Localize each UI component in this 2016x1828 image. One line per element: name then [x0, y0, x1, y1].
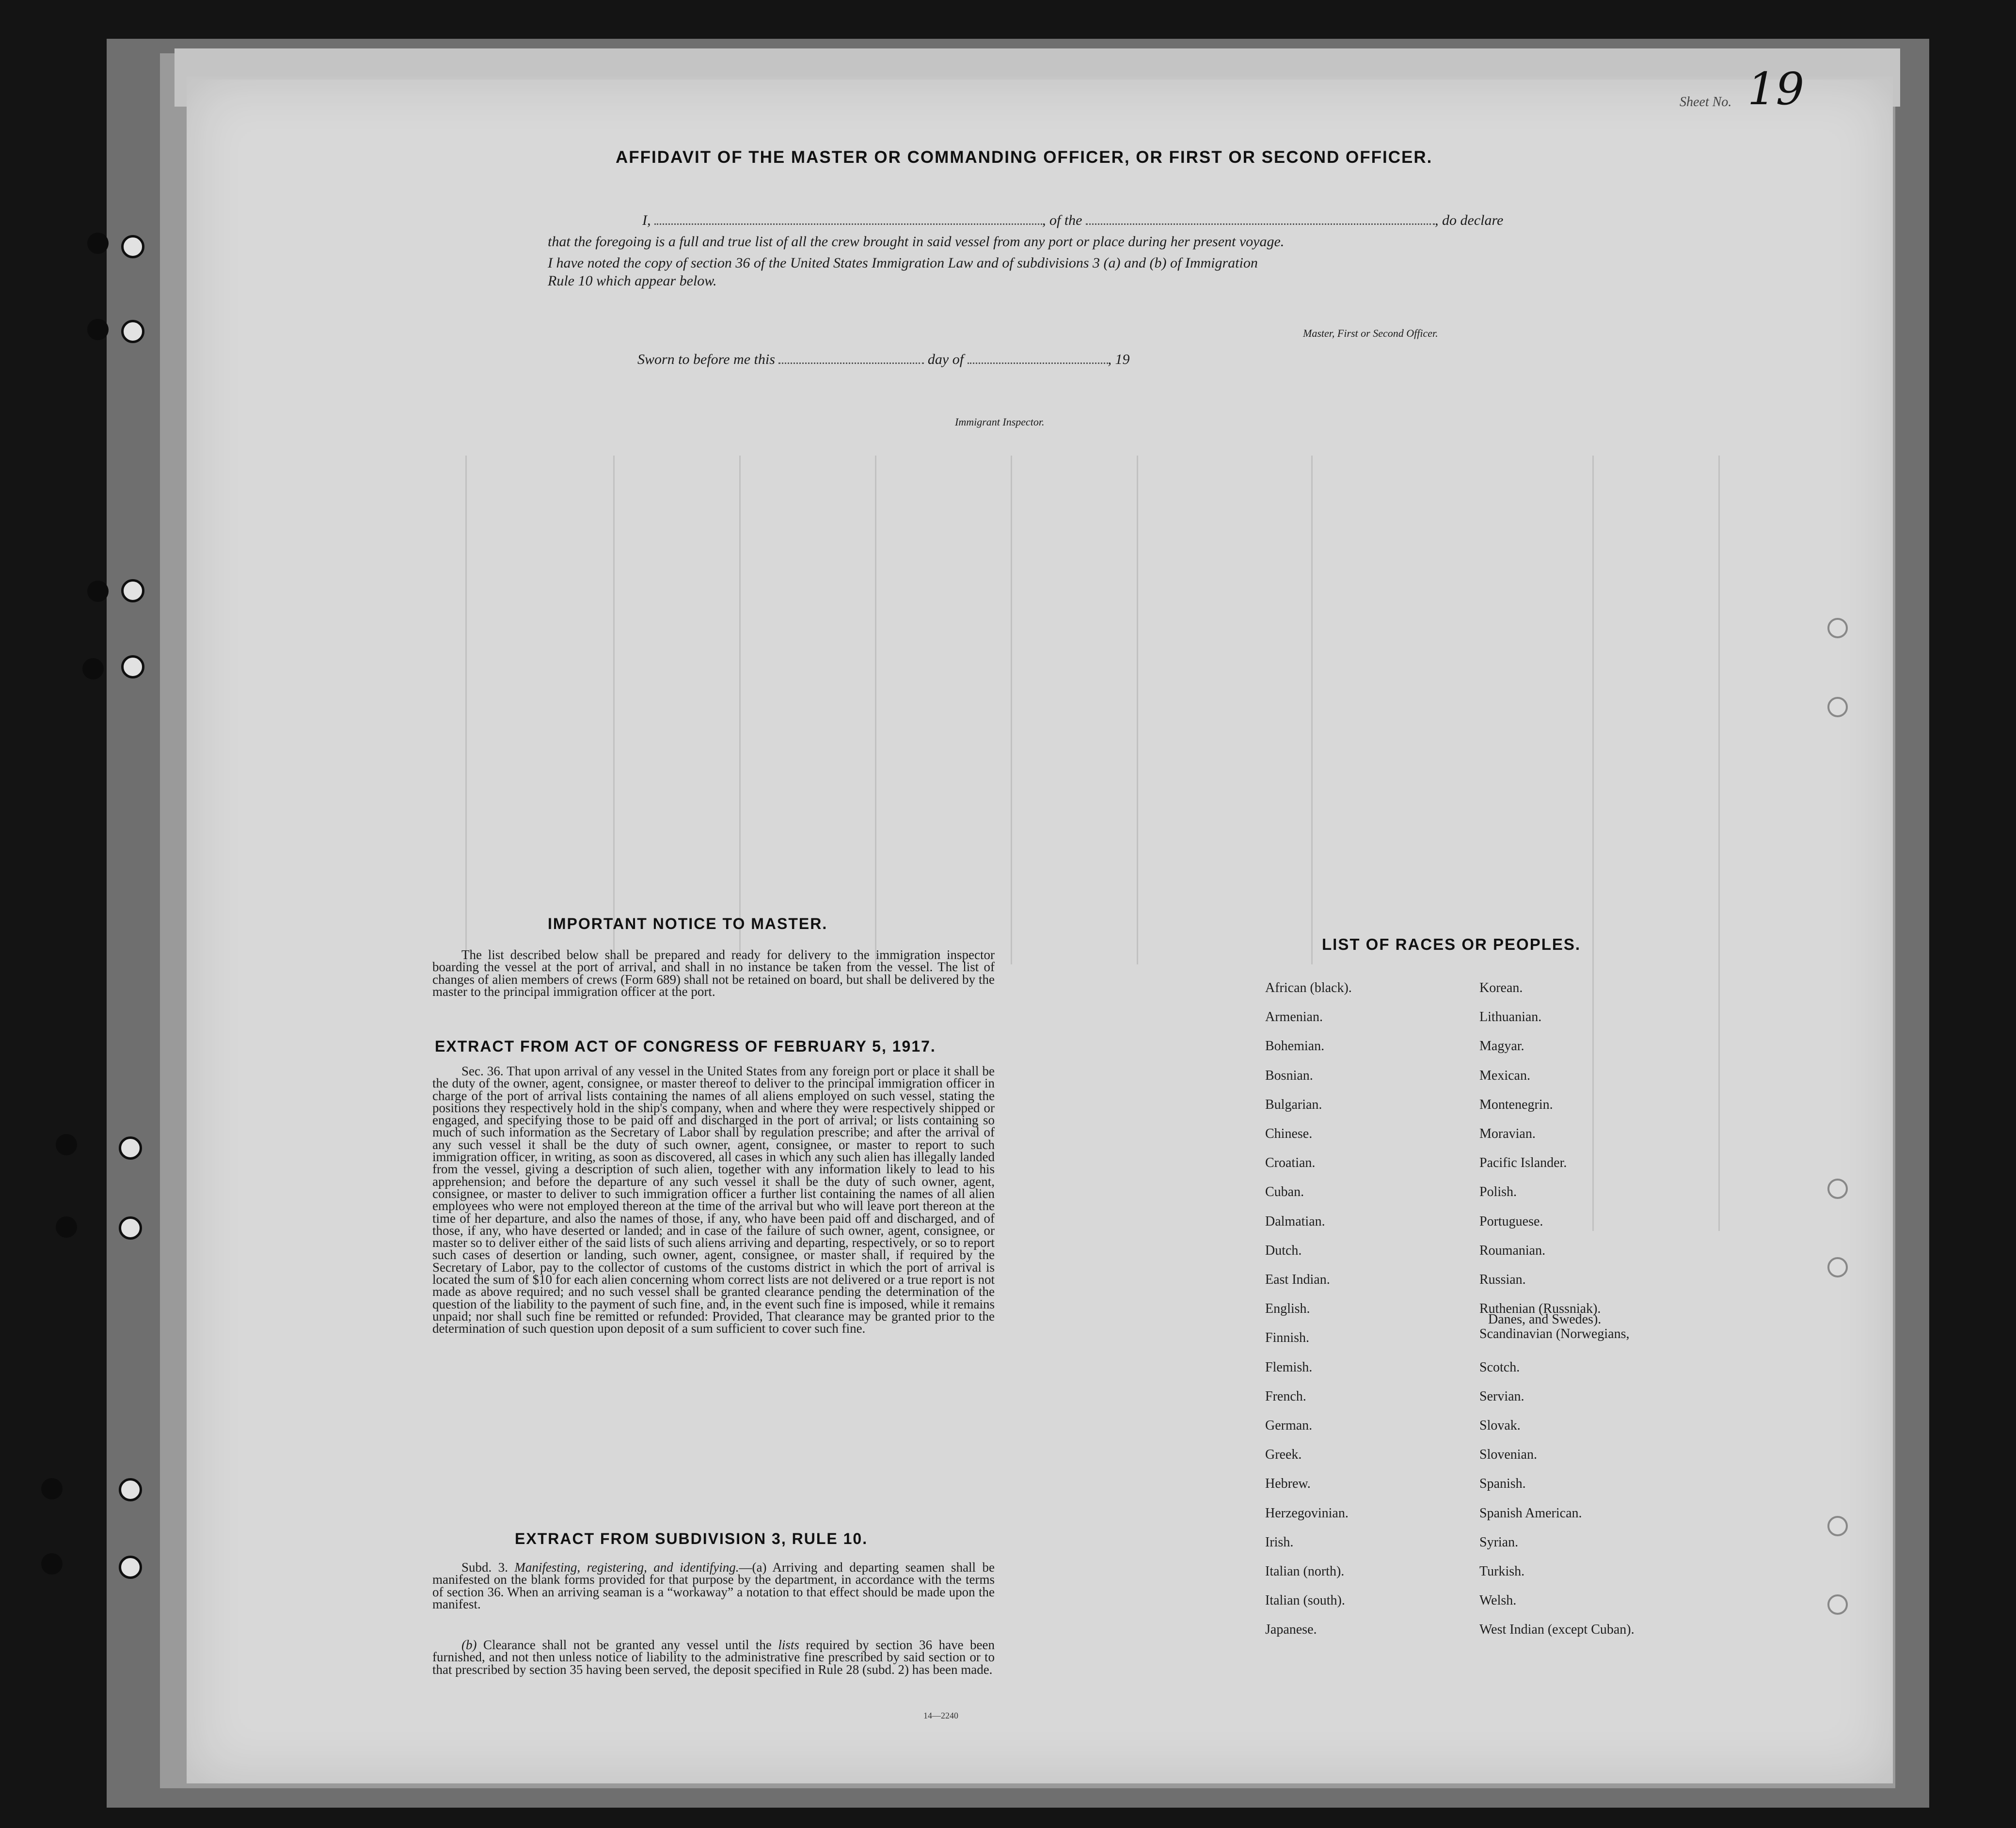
race-item: Dalmatian.: [1265, 1214, 1325, 1229]
race-item: Dutch.: [1265, 1243, 1302, 1258]
subd-lead: Subd. 3.: [461, 1560, 508, 1575]
act-extract-body: Sec. 36. That upon arrival of any vessel in the United States from any foreign port or place it shall be the duty of the owner, agent, consignee, or master thereof to deliver to the principal immigration officer in charge of the port of arrival lists containing the names of all aliens employed on such vessel, stating the positions they respectively hold in the ship's company, when and where they were respectively shipped or engaged, and specifying those to be paid off and discharged in the port of arrival; or lists containing so much of such information as the Secretary of Labor shall by regulation prescribe; and after the arrival of any such vessel it shall be the duty of such owner, agent, consignee, or master to report to such immigration officer, in writing, as soon as discovered, all cases in which any such alien has illegally landed from the vessel, giving a description of such alien, together with any information likely to lead to his apprehension; and before the departure of any such vessel it shall be the duty of such owner, agent, consignee, or master to deliver to such immigration officer a further list containing the names of all alien employees who were not employed thereon at the time of the arrival but who will leave port thereon at the time of her departure, and also the names of those, if any, who have been paid off and discharged, and of those, if any, who have deserted or landed; and in case of the failure of such owner, agent, consignee, or master so to deliver either of the said lists of such aliens arriving and departing, respectively, or so to report such cases of desertion or landing, such owner, agent, consignee, or master shall, if required by the Secretary of Labor, pay to the collector of customs of the customs district in which the port of arrival is located the sum of $10 for each alien concerning whom correct lists are not delivered or a true report is not made as above required; and no such vessel shall be granted clearance pending the determination of the question of the liability to the payment of such fine, and, in the event such fine is imposed, while it remains unpaid; nor shall such fine be remitted or refunded: Provided, That clearance may be granted prior to the determination of such question upon deposit of a sum sufficient to cover such fine.: [432, 1064, 995, 1336]
race-item: Bohemian.: [1265, 1039, 1325, 1054]
race-item: Servian.: [1479, 1389, 1524, 1404]
subd-para-a: —(a) Arriving and departing seamen shall be manifested on the blank forms provided for that purpose by the department, in accordance with the terms of section 36. When an arriving seaman is a “workaway” a notation to that effect should be made upon the manifest.: [432, 1560, 995, 1611]
race-item: Greek.: [1265, 1447, 1302, 1462]
race-item: Cuban.: [1265, 1184, 1304, 1199]
affidavit-i: I,: [642, 212, 651, 228]
race-item: Armenian.: [1265, 1009, 1323, 1024]
bleed-through-line: [875, 456, 876, 964]
race-item: Roumanian.: [1479, 1243, 1546, 1258]
para-b-lead: (b): [461, 1638, 477, 1652]
race-item: Italian (north).: [1265, 1564, 1345, 1579]
race-item: Welsh.: [1479, 1593, 1517, 1608]
year-text: , 19: [1108, 351, 1130, 367]
race-item: French.: [1265, 1389, 1306, 1404]
notice-title: IMPORTANT NOTICE TO MASTER.: [548, 915, 828, 932]
binder-hole-ring: [119, 1556, 142, 1579]
bleed-through-line: [613, 456, 615, 964]
race-item: Slovenian.: [1479, 1447, 1537, 1462]
month-blank[interactable]: [968, 362, 1108, 364]
day-of-text: day of: [927, 351, 964, 367]
sworn-line: [637, 351, 1130, 368]
affidavit-line-2: that the foregoing is a full and true list of all the crew brought in said vessel from any port or place during her present voyage.: [548, 234, 1285, 250]
signature-caption: Master, First or Second Officer.: [1303, 327, 1438, 339]
race-item: Herzegovinian.: [1265, 1506, 1349, 1521]
binder-hole-ring: [121, 579, 144, 602]
race-item: Bulgarian.: [1265, 1097, 1322, 1112]
rule-extract-title: EXTRACT FROM SUBDIVISION 3, RULE 10.: [515, 1530, 868, 1547]
race-item: Russian.: [1479, 1272, 1526, 1287]
race-item: Moravian.: [1479, 1126, 1536, 1141]
inspector-caption: Immigrant Inspector.: [955, 416, 1045, 428]
punch-mark: [1827, 697, 1848, 717]
punch-mark: [1827, 1594, 1848, 1615]
race-item: Scandinavian (Norwegians,: [1479, 1326, 1630, 1341]
binder-hole-ring: [119, 1478, 142, 1501]
race-item: Japanese.: [1265, 1622, 1317, 1637]
binder-hole: [56, 1134, 77, 1155]
binder-hole: [82, 658, 104, 679]
sheet-number-value: 19: [1747, 63, 1805, 115]
race-item: Croatian.: [1265, 1155, 1316, 1170]
punch-mark: [1827, 1516, 1848, 1536]
rule-extract-para-b: [432, 1639, 995, 1676]
binder-hole: [41, 1553, 63, 1575]
binder-hole: [56, 1216, 77, 1238]
binder-hole: [87, 319, 109, 340]
race-item: Hebrew.: [1265, 1476, 1311, 1491]
affidavit-line-1: [642, 212, 1503, 229]
subd-heading: Manifesting, registering, and identifying.: [514, 1560, 739, 1575]
name-blank[interactable]: [654, 223, 1042, 225]
race-item: Spanish.: [1479, 1476, 1526, 1491]
rule-extract-para-a: [432, 1561, 995, 1610]
sheet-top-edge: [187, 77, 1893, 79]
race-item: Scotch.: [1479, 1360, 1520, 1375]
binder-hole-ring: [119, 1136, 142, 1160]
race-item: English.: [1265, 1301, 1310, 1316]
race-item: Korean.: [1479, 980, 1523, 995]
race-item: Irish.: [1265, 1535, 1294, 1550]
vessel-blank[interactable]: [1086, 223, 1435, 225]
para-b-text-1: Clearance shall not be granted any vessel until the: [476, 1638, 778, 1652]
race-item: Danes, and Swedes).: [1488, 1312, 1602, 1327]
race-item: Polish.: [1479, 1184, 1517, 1199]
punch-mark: [1827, 1179, 1848, 1199]
bleed-through-line: [1311, 456, 1313, 964]
bleed-through-line: [1592, 456, 1594, 1231]
race-item: Magyar.: [1479, 1039, 1524, 1054]
binder-hole-ring: [119, 1216, 142, 1240]
race-item: Flemish.: [1265, 1360, 1313, 1375]
bleed-through-line: [739, 456, 741, 964]
form-sheet: [187, 78, 1893, 1783]
race-item: Spanish American.: [1479, 1506, 1582, 1521]
binder-hole: [87, 581, 109, 602]
day-blank[interactable]: [778, 362, 924, 364]
race-item: Mexican.: [1479, 1068, 1530, 1083]
bleed-through-line: [465, 456, 467, 964]
race-item: Portuguese.: [1479, 1214, 1543, 1229]
bleed-through-line: [1011, 456, 1012, 964]
bleed-through-line: [1137, 456, 1138, 964]
race-item: Ruthenian (Russniak).: [1479, 1301, 1601, 1316]
race-item: Finnish.: [1265, 1330, 1310, 1345]
race-item: African (black).: [1265, 980, 1352, 995]
race-item: Lithuanian.: [1479, 1009, 1542, 1024]
race-item: Italian (south).: [1265, 1593, 1345, 1608]
race-item: East Indian.: [1265, 1272, 1330, 1287]
binder-hole-ring: [121, 320, 144, 343]
sworn-text: Sworn to before me this: [637, 351, 775, 367]
binder-hole-ring: [121, 235, 144, 258]
binder-hole: [87, 233, 109, 254]
affidavit-line-3: I have noted the copy of section 36 of the United States Immigration Law and of subdivisions 3 (a) and (b) of Immigration: [548, 255, 1258, 271]
punch-mark: [1827, 618, 1848, 638]
race-item: Bosnian.: [1265, 1068, 1313, 1083]
affidavit-line-4: Rule 10 which appear below.: [548, 273, 717, 289]
affidavit-of-the: , of the: [1042, 212, 1082, 228]
race-item: Pacific Islander.: [1479, 1155, 1567, 1170]
race-item: Turkish.: [1479, 1564, 1525, 1579]
notice-body: The list described below shall be prepared and ready for delivery to the immigration inspector boarding the vessel at the port of arrival, and shall in no instance be taken from the vessel. The list of changes of alien members of crews (Form 689) shall not be retained on board, but shall be delivered by the master to the principal immigration officer at the port.: [432, 947, 995, 999]
bleed-through-line: [1718, 456, 1720, 1231]
affidavit-title: AFFIDAVIT OF THE MASTER OR COMMANDING OFFICER, OR FIRST OR SECOND OFFICER.: [616, 148, 1433, 167]
para-b-lists: lists: [778, 1638, 799, 1652]
affidavit-declare: , do declare: [1435, 212, 1504, 228]
races-title: LIST OF RACES OR PEOPLES.: [1322, 935, 1581, 953]
race-item: Slovak.: [1479, 1418, 1521, 1433]
race-item: Chinese.: [1265, 1126, 1313, 1141]
race-item: Montenegrin.: [1479, 1097, 1553, 1112]
race-item: German.: [1265, 1418, 1313, 1433]
race-item: West Indian (except Cuban).: [1479, 1622, 1635, 1637]
sheet-number-label: Sheet No.: [1680, 95, 1732, 110]
race-item: Syrian.: [1479, 1535, 1519, 1550]
para-b-text-2: required by section 36 have been furnished, and not then unless notice of liability to the administrative fine prescribed by said section or to that prescribed by section 35 having been served, the deposit specified in Rule 28 (subd. 2) has been made.: [432, 1638, 995, 1677]
act-extract-title: EXTRACT FROM ACT OF CONGRESS OF FEBRUARY 5, 1917.: [435, 1038, 936, 1055]
binder-hole-ring: [121, 655, 144, 678]
form-number: 14—2240: [923, 1711, 958, 1720]
binder-hole: [41, 1478, 63, 1499]
punch-mark: [1827, 1257, 1848, 1277]
